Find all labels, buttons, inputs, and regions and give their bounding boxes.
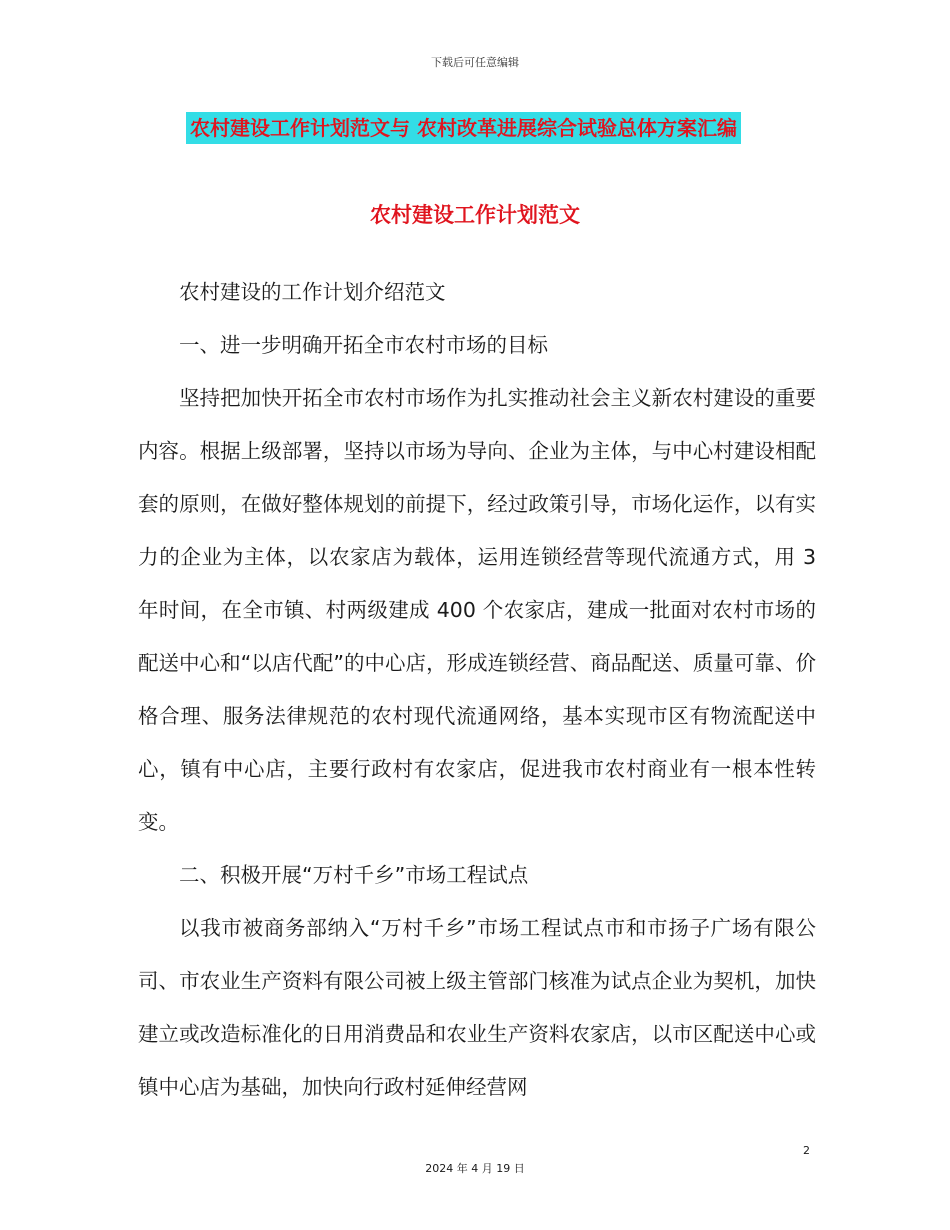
footer-date: 2024 年 4 月 19 日: [425, 1162, 525, 1175]
paragraph-heading-1: 一、进一步明确开拓全市农村市场的目标: [179, 333, 548, 357]
page-number: 2: [803, 1144, 810, 1157]
paragraph-heading-2: 二、积极开展“万村千乡”市场工程试点: [179, 863, 529, 887]
document-title: 农村建设工作计划范文与 农村改革进展综合试验总体方案汇编: [186, 112, 741, 144]
document-body: [138, 266, 816, 1114]
header-note: 下载后可任意编辑: [431, 56, 519, 69]
paragraph-intro-heading: 农村建设的工作计划介绍范文: [179, 280, 446, 304]
section-title: 农村建设工作计划范文: [370, 203, 580, 227]
paragraph-body-2: 以我市被商务部纳入“万村千乡”市场工程试点市和市扬子广场有限公司、市农业生产资料有限公司被上级主管部门核准为试点企业为契机，加快建立或改造标准化的日用消费品和农业生产资料农家店，以市区配送中心或镇中心店为基础，加快向行政村延伸经营网: [138, 916, 816, 1099]
paragraph-body-1: 坚持把加快开拓全市农村市场作为扎实推动社会主义新农村建设的重要内容。根据上级部署，坚持以市场为导向、企业为主体，与中心村建设相配套的原则，在做好整体规划的前提下，经过政策引导，市场化运作，以有实力的企业为主体，以农家店为载体，运用连锁经营等现代流通方式，用 3 年时间，在全市镇、村两级建成 400 个农家店，建成一批面对农村市场的配送中心和“以店代配”的中心店，形成连锁经营、商品配送、质量可靠、价格合理、服务法律规范的农村现代流通网络，基本实现市区有物流配送中心，镇有中心店，主要行政村有农家店，促进我市农村商业有一根本性转变。: [138, 386, 816, 834]
